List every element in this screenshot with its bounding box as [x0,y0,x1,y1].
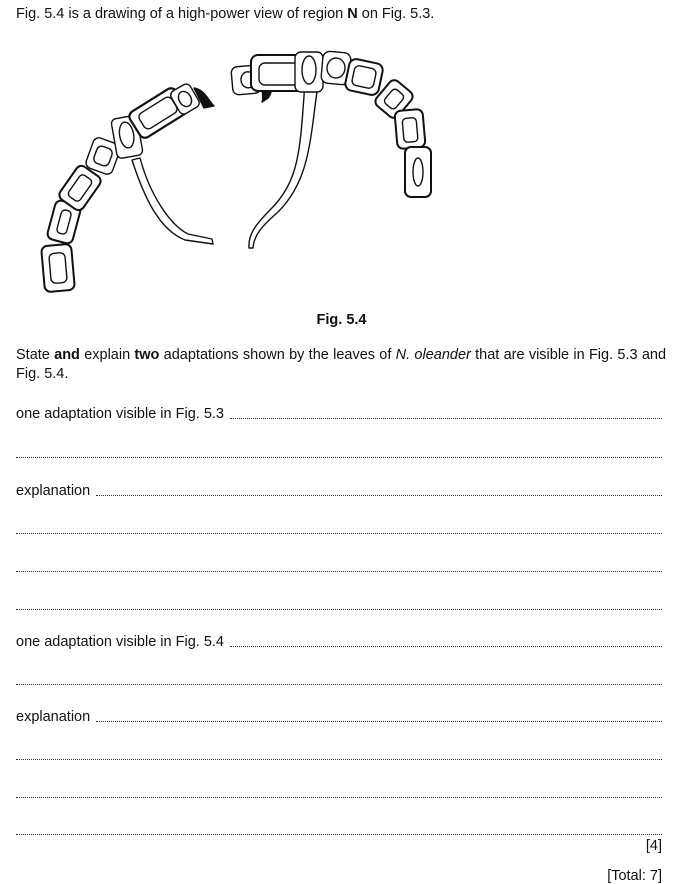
dotted-answer-line[interactable] [230,646,662,647]
dotted-answer-line[interactable] [16,609,662,610]
figure-5-4-drawing [40,46,560,296]
dotted-answer-line[interactable] [230,418,662,419]
answer-line[interactable] [16,820,662,838]
answer-line[interactable] [16,519,662,537]
answer-line[interactable] [16,783,662,801]
answer-line[interactable] [16,481,662,499]
answer-line[interactable] [16,670,662,688]
answer-line[interactable] [16,745,662,763]
answer-prompt: explanation [16,709,91,725]
dotted-answer-line[interactable] [96,495,662,496]
dotted-answer-line[interactable] [16,834,662,835]
right-stalk [249,82,318,248]
dotted-answer-line[interactable] [16,571,662,572]
dotted-answer-line[interactable] [96,721,662,722]
intro-text: Fig. 5.4 is a drawing of a high-power view of region N on Fig. 5.3. [16,6,435,22]
answer-line[interactable] [16,632,662,650]
dotted-answer-line[interactable] [16,759,662,760]
answer-line[interactable] [16,404,662,422]
answer-line[interactable] [16,707,662,725]
answer-line[interactable] [16,595,662,613]
right-cells [231,51,431,197]
dotted-answer-line[interactable] [16,797,662,798]
region-label: N [347,6,358,22]
left-stalk [132,158,213,244]
answer-line[interactable] [16,557,662,575]
answer-line[interactable] [16,443,662,461]
question-text: State and explain two adaptations shown by the leaves of N. oleander that are visible in Fig. 5.3 and Fig. 5.4. [16,347,667,382]
total-marks-label: [Total: 7] [607,868,662,884]
figure-caption: Fig. 5.4 [316,312,367,328]
dotted-answer-line[interactable] [16,457,662,458]
answer-prompt: explanation [16,483,91,499]
marks-label: [4] [645,838,662,854]
dotted-answer-line[interactable] [16,684,662,685]
dotted-answer-line[interactable] [16,533,662,534]
answer-prompt: one adaptation visible in Fig. 5.4 [16,634,224,650]
left-cells [41,82,214,292]
answer-prompt: one adaptation visible in Fig. 5.3 [16,406,224,422]
